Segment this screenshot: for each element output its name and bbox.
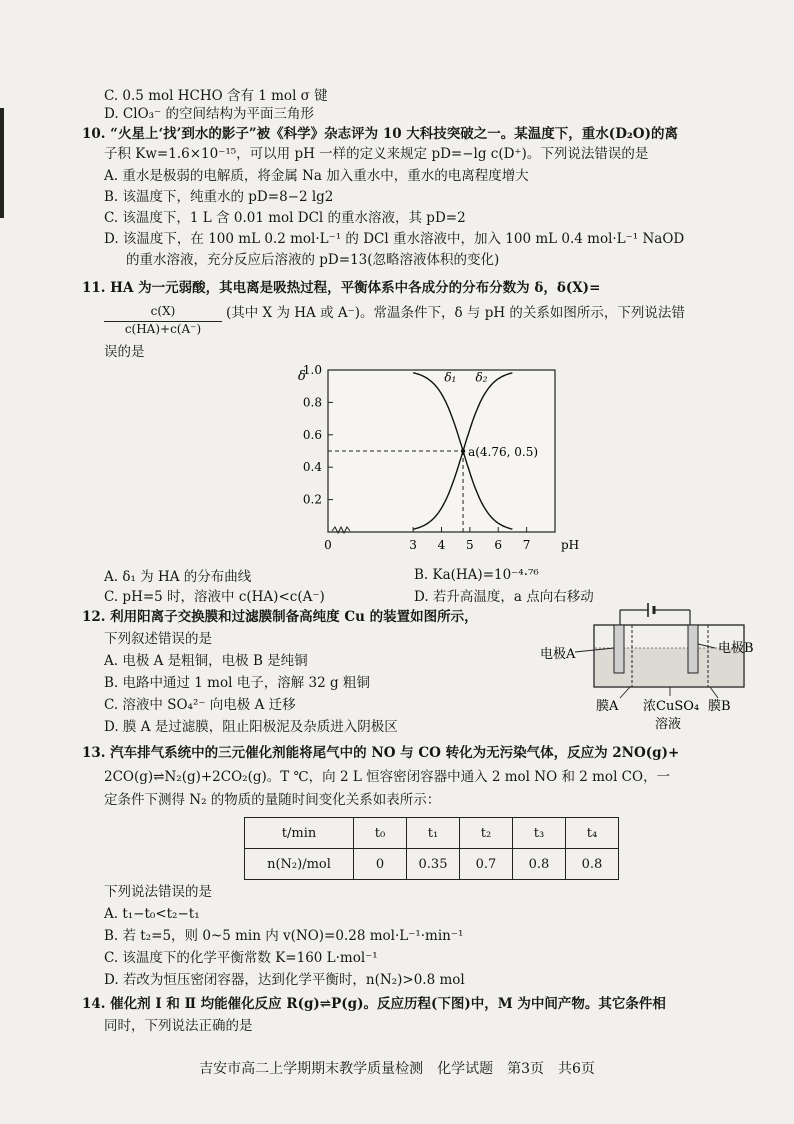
membrane-a-label: 膜A bbox=[596, 699, 619, 714]
table-header-row bbox=[245, 818, 619, 849]
x-tick-label: 3 bbox=[409, 538, 417, 552]
q10-option-a: A. 重水是极弱的电解质，将金属 Na 加入重水中，重水的电离程度增大 bbox=[104, 168, 529, 184]
q10-option-d-cont: 的重水溶液，充分反应后溶液的 pD=13(忽略溶液体积的变化) bbox=[126, 252, 500, 268]
table-header-cell: t₃ bbox=[513, 818, 566, 849]
n2-time-table bbox=[244, 817, 619, 880]
x-tick-label: 4 bbox=[437, 538, 446, 552]
question-12-stem-cont: 下列叙述错误的是 bbox=[104, 631, 212, 647]
power-source bbox=[620, 603, 690, 625]
q11-option-d: D. 若升高温度，a 点向右移动 bbox=[414, 589, 594, 605]
question-11-stem-cont: (其中 X 为 HA 或 A⁻)。常温条件下，δ 与 pH 的关系如图所示，下列说法错 bbox=[226, 305, 685, 321]
table-header-cell: t₄ bbox=[566, 818, 619, 849]
x-tick-label: 6 bbox=[494, 538, 503, 552]
table-cell: 0.35 bbox=[407, 849, 460, 880]
electrolysis-apparatus bbox=[540, 600, 770, 740]
q13-option-d: D. 若改为恒压密闭容器，达到化学平衡时，n(N₂)>0.8 mol bbox=[104, 972, 465, 988]
table-row bbox=[245, 849, 619, 880]
q11-option-c: C. pH=5 时，溶液中 c(HA)<c(A⁻) bbox=[104, 589, 325, 605]
q13-option-b: B. 若 t₂=5，则 0~5 min 内 v(NO)=0.28 mol·L⁻¹·min⁻¹ bbox=[104, 928, 464, 944]
question-14-stem: 14. 催化剂 Ⅰ 和 Ⅱ 均能催化反应 R(g)⇌P(g)。反应历程(下图)中，M 为中间产物。其它条件相 bbox=[82, 996, 666, 1012]
table-cell: n(N₂)/mol bbox=[245, 849, 354, 880]
table-cell: 0.8 bbox=[566, 849, 619, 880]
electrode-b-rod bbox=[688, 625, 698, 673]
solution-label-2: 溶液 bbox=[655, 717, 682, 732]
table-cell: 0.8 bbox=[513, 849, 566, 880]
x-tick-label: 5 bbox=[466, 538, 474, 552]
q12-option-a: A. 电极 A 是粗铜，电极 B 是纯铜 bbox=[104, 653, 308, 669]
question-11-stem-end: 误的是 bbox=[104, 344, 145, 360]
q12-option-c: C. 溶液中 SO₄²⁻ 向电极 A 迁移 bbox=[104, 697, 296, 713]
question-10-stem-cont: 子积 Kw=1.6×10⁻¹⁵，可以用 pH 一样的定义来规定 pD=−lg c(D⁺)。下列说法错误的是 bbox=[104, 146, 649, 162]
y-tick-label: 0.2 bbox=[302, 492, 322, 507]
q10-option-c: C. 该温度下，1 L 含 0.01 mol DCl 的重水溶液，其 pD=2 bbox=[104, 210, 466, 226]
x-tick-label: 0 bbox=[324, 538, 332, 552]
table-header-cell: t₀ bbox=[354, 818, 407, 849]
solution-label: 浓CuSO₄ bbox=[643, 699, 700, 714]
table-cell: 0.7 bbox=[460, 849, 513, 880]
q11-option-a: A. δ₁ 为 HA 的分布曲线 bbox=[104, 569, 252, 585]
page-edge-mark bbox=[0, 108, 4, 218]
q13-option-a: A. t₁−t₀<t₂−t₁ bbox=[104, 906, 200, 922]
question-14-stem-cont: 同时，下列说法正确的是 bbox=[104, 1018, 253, 1034]
x-tick-label: 7 bbox=[522, 538, 531, 552]
fraction-numerator: c(X) bbox=[150, 304, 176, 318]
table-header-cell: t₁ bbox=[407, 818, 460, 849]
y-tick-label: 0.8 bbox=[302, 395, 322, 410]
option-line: C. 0.5 mol HCHO 含有 1 mol σ 键 bbox=[104, 88, 328, 104]
q12-option-d: D. 膜 A 是过滤膜，阻止阳极泥及杂质进入阴极区 bbox=[104, 719, 398, 735]
y-tick-label: 0.4 bbox=[302, 460, 322, 475]
page-footer: 吉安市高二上学期期末教学质量检测 化学试题 第3页 共6页 bbox=[199, 1061, 595, 1077]
q13-option-c: C. 该温度下的化学平衡常数 K=160 L·mol⁻¹ bbox=[104, 950, 378, 966]
y-tick-label: 1.0 bbox=[302, 363, 322, 377]
q10-option-d: D. 该温度下，在 100 mL 0.2 mol·L⁻¹ 的 DCl 重水溶液中，加入 100 mL 0.4 mol·L⁻¹ NaOD bbox=[104, 231, 685, 247]
series-delta1-label: δ₁ bbox=[444, 370, 457, 385]
membrane-b-label: 膜B bbox=[708, 699, 731, 714]
fraction-denominator: c(HA)+c(A⁻) bbox=[124, 322, 202, 336]
table-cell: 0 bbox=[354, 849, 407, 880]
question-13-stem: 13. 汽车排气系统中的三元催化剂能将尾气中的 NO 与 CO 转化为无污染气体，反应为 2NO(g)+ bbox=[82, 745, 680, 761]
question-13-stem-end: 定条件下测得 N₂ 的物质的量随时间变化关系如表所示： bbox=[104, 792, 441, 808]
table-header-cell: t/min bbox=[245, 818, 354, 849]
question-13-prompt: 下列说法错误的是 bbox=[104, 884, 212, 900]
y-axis-label: δ bbox=[298, 369, 306, 384]
q11-option-b: B. Ka(HA)=10⁻⁴·⁷⁶ bbox=[414, 567, 539, 583]
option-line: D. ClO₃⁻ 的空间结构为平面三角形 bbox=[104, 106, 314, 122]
series-delta2-label: δ₂ bbox=[475, 370, 488, 385]
question-12-stem: 12. 利用阳离子交换膜和过滤膜制备高纯度 Cu 的装置如图所示， bbox=[82, 609, 478, 625]
question-13-stem-cont: 2CO(g)⇌N₂(g)+2CO₂(g)。T ℃，向 2 L 恒容密闭容器中通入 2 mol NO 和 2 mol CO，一 bbox=[104, 769, 671, 785]
q10-option-b: B. 该温度下，纯重水的 pD=8−2 lg2 bbox=[104, 189, 334, 205]
distribution-chart bbox=[270, 360, 580, 560]
question-11-stem: 11. HA 为一元弱酸，其电离是吸热过程，平衡体系中各成分的分布分数为 δ，δ(X)= bbox=[82, 280, 601, 296]
y-tick-label: 0.6 bbox=[302, 427, 322, 442]
x-axis-label: pH bbox=[561, 538, 580, 552]
electrode-a-rod bbox=[614, 625, 624, 673]
electrode-b-label: 电极B bbox=[718, 641, 754, 656]
q12-option-b: B. 电路中通过 1 mol 电子，溶解 32 g 粗铜 bbox=[104, 675, 370, 691]
question-10-stem: 10. “火星上‘找’到水的影子”被《科学》杂志评为 10 大科技突破之一。某温度下，重水(D₂O)的离 bbox=[82, 126, 678, 142]
point-a-label: a(4.76, 0.5) bbox=[468, 445, 539, 459]
table-header-cell: t₂ bbox=[460, 818, 513, 849]
point-a-marker bbox=[461, 449, 465, 453]
electrode-a-label: 电极A bbox=[540, 647, 576, 662]
